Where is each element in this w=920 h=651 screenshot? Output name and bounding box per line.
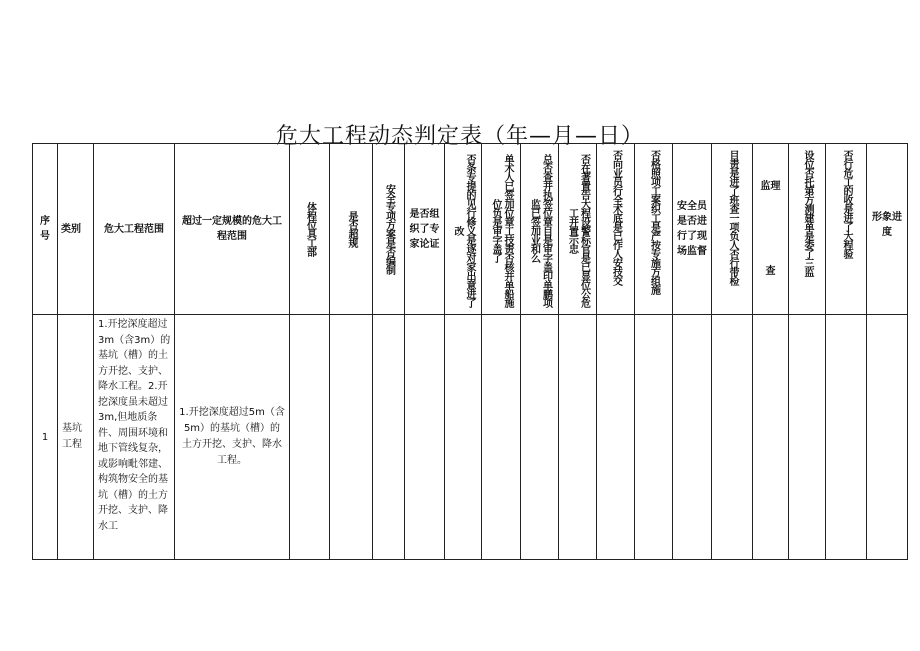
row-cell [673,315,712,560]
header-publicity: 否在著置告大程设警标官是已显位公危工并置示忠 [559,144,597,315]
header-supervision [753,144,789,315]
row-cell [521,315,559,560]
row-over-scope: 1.开挖深度超过5m（含5m）的基坑（槽）的土方开挖、支护、降水工程。 [175,315,290,560]
row-cell [330,315,373,560]
header-acceptance: 否行危工的收是进了大程验 [826,144,867,315]
header-seq: 序号 [33,144,58,315]
header-is-over: 是否超规 [330,144,373,315]
table-row [33,315,920,560]
row-cell [405,315,445,560]
header-scope: 危大工程范围 [94,144,175,315]
row-scope: 1.开挖深度超过3m（含3m）的基坑（槽）的土方开挖、支护、降水工程。2.开挖深度虽未超过3m,但地质条件、周围环境和地下管线复杂，或影响毗邻建、构筑物安全的基坑（槽）的土方开挖、支护、降水工 [94,315,175,560]
header-disclosure: 否向业员行全术底是已作人安技交 [597,144,635,315]
row-cell [482,315,521,560]
header-over-scope: 超过一定规模的危大工程范围 [175,144,290,315]
header-location: 体程位具工部 [290,144,330,315]
row-seq: 1 [33,315,58,560]
header-supervision-b: 查 [765,266,776,277]
judgment-table [32,143,920,560]
header-inspection: 目责是进了班查一项负人否行带检 [712,144,753,315]
row-cell [373,315,405,560]
header-expert-check: 否条专提的见行修义是逐对家出意进了改 [445,144,482,315]
row-cell [826,315,867,560]
header-supervision-a: 监理 [760,181,781,192]
header-safety-officer: 安全员是否进行了现场监督 [673,144,712,315]
row-cell [445,315,482,560]
row-category: 基坑工程 [58,315,94,560]
row-cell [559,315,597,560]
row-cell [290,315,330,560]
header-row [33,144,920,315]
row-cell [753,315,789,560]
row-cell [867,315,908,560]
row-cell [597,315,635,560]
header-construction: 否格照项工案织工是严按专施方组施 [635,144,673,315]
row-cell [635,315,673,560]
header-progress: 形象进度 [867,144,908,315]
header-plan: 安全专项方案是否编制 [373,144,405,315]
header-category: 类别 [58,144,94,315]
header-signature: 单术人已签加位章工技责否核并单船施位负是审字盖了 [482,144,521,315]
row-cell [789,315,826,560]
header-expert: 是否组织了专家论证 [405,144,445,315]
header-third-party: 设位否托第方测建单是委了三监 [789,144,826,315]
row-cell [712,315,753,560]
page-title: 危大工程动态判定表（年—月—日） [275,123,644,149]
header-chief-sign: 总否查并执签位章目是审字盖印单鹏项监已签加业和么 [521,144,559,315]
